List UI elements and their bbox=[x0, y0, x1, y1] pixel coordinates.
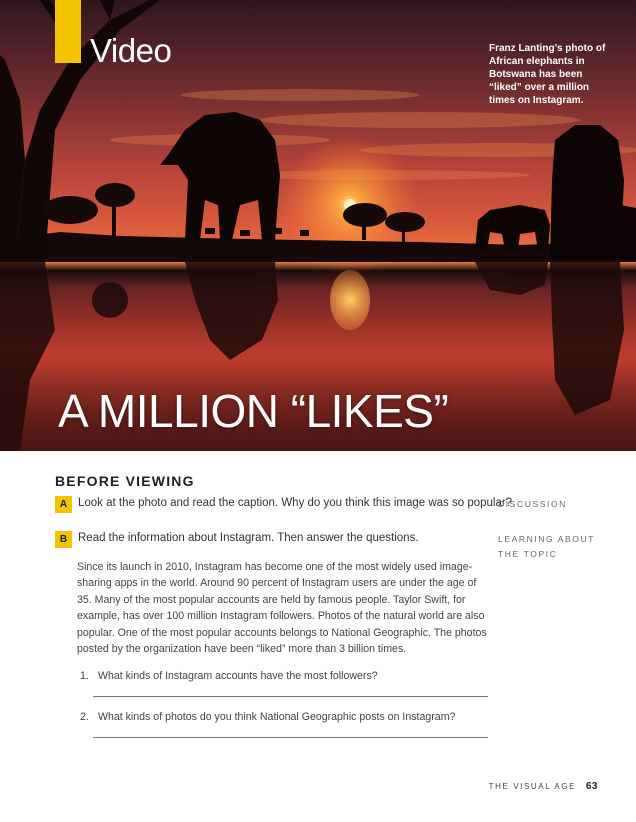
question-2 bbox=[80, 711, 455, 723]
answer-line-1[interactable] bbox=[93, 696, 488, 697]
question-a-text: Look at the photo and read the caption. Why do you think this image was so popular? bbox=[78, 497, 513, 509]
question-number: 2. bbox=[80, 711, 89, 723]
page-number: 63 bbox=[585, 781, 598, 792]
question-number: 1. bbox=[80, 670, 89, 682]
answer-line-2[interactable] bbox=[93, 737, 488, 738]
question-a-badge: A bbox=[55, 496, 72, 513]
learning-about-topic-label bbox=[498, 532, 595, 562]
question-b-text: Read the information about Instagram. Then answer the questions. bbox=[78, 532, 419, 544]
section-label: Video bbox=[90, 32, 172, 69]
instagram-info-paragraph bbox=[77, 559, 491, 657]
running-title: THE VISUAL AGE bbox=[488, 782, 577, 791]
discussion-label: DISCUSSION bbox=[498, 499, 567, 509]
question-1 bbox=[80, 670, 378, 682]
question-text: What kinds of photos do you think National Geographic posts on Instagram? bbox=[97, 711, 456, 723]
unit-title: A MILLION “LIKES” bbox=[58, 385, 449, 437]
before-viewing-heading: BEFORE VIEWING bbox=[55, 473, 195, 489]
side-label-line-1: LEARNING ABOUT bbox=[498, 534, 596, 544]
page-footer bbox=[489, 781, 598, 792]
side-label-line-2: THE TOPIC bbox=[498, 549, 558, 559]
section-tab bbox=[55, 0, 81, 63]
photo-caption: Franz Lanting’s photo of African elephants in Botswana has been “liked” over a million times on Instagram. bbox=[489, 43, 606, 106]
paragraph-text: Since its launch in 2010, Instagram has become one of the most widely used image-sharing apps in the world. Around 90 percent of Instagram users are under the age of 35. Many of the most popular accounts are held by famous people. Taylor Swift, for example, has over 100 million Instagram followers. Photos of the natural world are also popular. One of the most popular accounts belongs to National Geographic. The photos posted by the organization have been “liked” more than 3 billion times. bbox=[77, 561, 487, 656]
question-text: What kinds of Instagram accounts have the most followers? bbox=[97, 670, 378, 682]
question-b-badge: B bbox=[55, 531, 72, 548]
